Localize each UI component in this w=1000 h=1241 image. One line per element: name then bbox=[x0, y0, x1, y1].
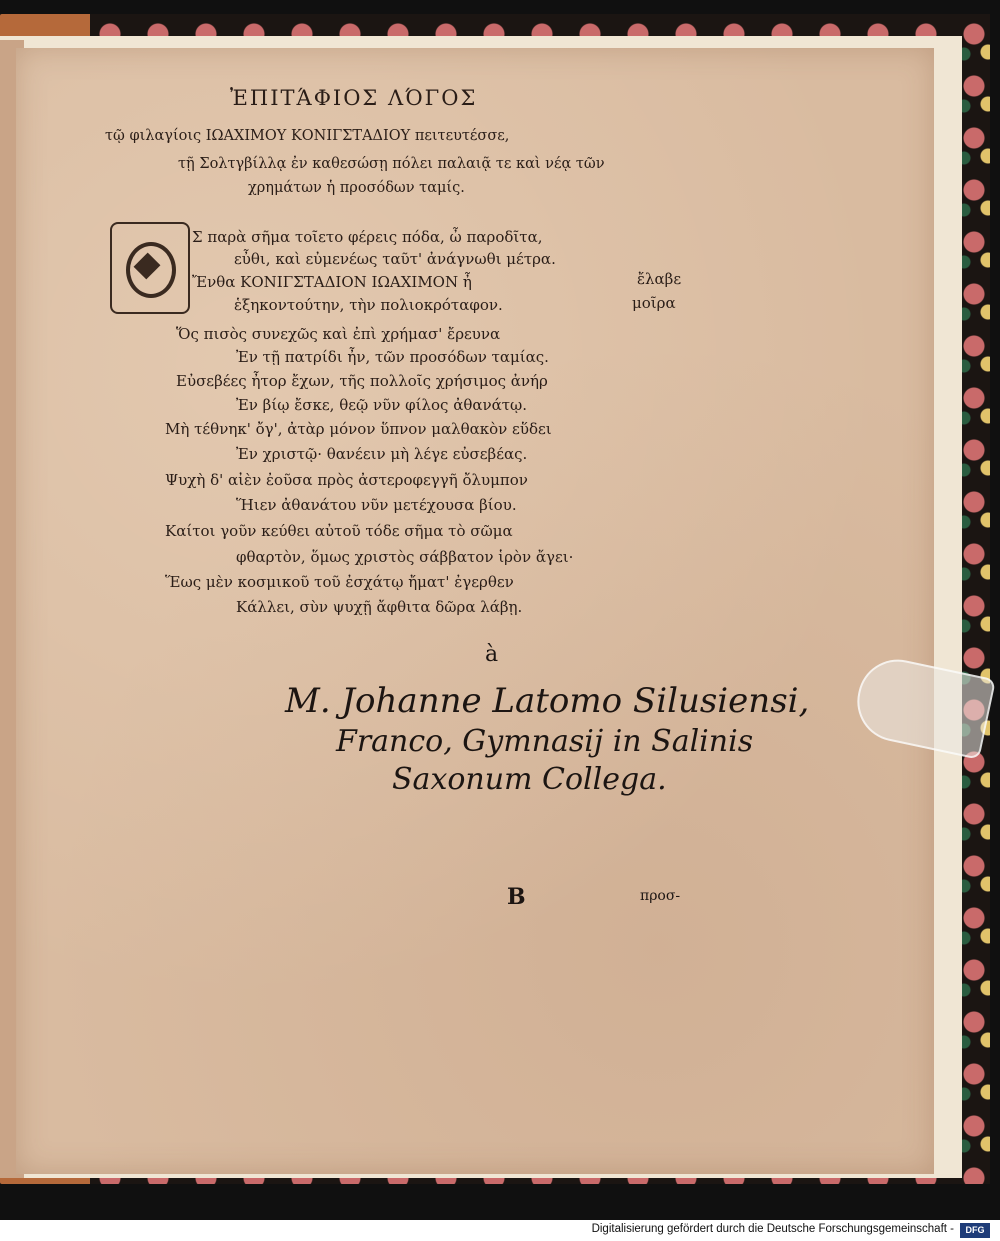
footer-credit: Digitalisierung gefördert durch die Deutsche Forschungsgemeinschaft - bbox=[591, 1223, 954, 1235]
verse-line-3: Ἔνθα ΚΟΝΙΓΣΤΑΔΙΟΝ ΙΩΑΧΙΜΟΝ ἦ bbox=[192, 273, 472, 291]
verse-line-2: εὖθι, καὶ εὐμενέως ταῦτ' ἀνάγνωθι μέτρα. bbox=[234, 250, 556, 268]
catchword: προσ- bbox=[640, 888, 681, 904]
verse-line-9: Μὴ τέθνηκ' ὄγ', ἀτὰρ μόνον ὕπνον μαλθακὸν εὕδει bbox=[165, 420, 552, 438]
verse-line-8: Ἐν βίῳ ἔσκε, θεῷ νῦν φίλος ἀθανάτῳ. bbox=[236, 396, 528, 414]
verse-line-15: Ἕως μὲν κοσμικοῦ τοῦ ἐσχάτῳ ἤματ' ἐγερθεν bbox=[165, 573, 514, 591]
footer-bar bbox=[0, 1220, 1000, 1241]
verse-line-1: Σ παρὰ σῆμα τοῖετο φέρεις πόδα, ὦ παροδῖτα, bbox=[192, 228, 543, 246]
author-line-2: Franco, Gymnasij in Salinis bbox=[336, 724, 754, 759]
verse-line-11: Ψυχὴ δ' αἰὲν ἐοῦσα πρὸς ἀστεροφεγγῆ ὄλυμπον bbox=[165, 471, 528, 489]
verse-line-14: φθαρτὸν, ὅμως χριστὸς σάββατον ἱρὸν ἄγει· bbox=[236, 548, 574, 566]
dfg-logo-icon: DFG bbox=[960, 1223, 990, 1238]
verse-line-4: ἑξηκοντούτην, τὴν πολιοκρόταφον. bbox=[234, 296, 503, 314]
author-line-3: Saxonum Collega. bbox=[392, 762, 667, 797]
subtitle-line-2: τῇ Σολτγβίλλᾳ ἐν καθεσώσῃ πόλει παλαιᾷ τε καὶ νέᾳ τῶν bbox=[178, 156, 605, 172]
author-preposition: à bbox=[485, 642, 499, 667]
verse-line-6: Ἐν τῇ πατρίδι ἦν, τῶν προσόδων ταμίας. bbox=[236, 348, 549, 366]
verse-line-5: Ὅς πισὸς συνεχῶς καὶ ἐπὶ χρήμασ' ἔρευνα bbox=[176, 325, 501, 343]
signature-mark: B bbox=[507, 884, 526, 910]
author-line-1: M. Johanne Latomo Silusiensi, bbox=[285, 681, 810, 721]
side-word-2: μοῖρα bbox=[632, 294, 676, 312]
page-title: ἘΠΙΤΆΦΙΟΣ ΛΌΓΟΣ bbox=[230, 86, 478, 110]
verse-line-16: Κάλλει, σὺν ψυχῇ ἄφθιτα δῶρα λάβῃ. bbox=[236, 598, 523, 616]
verse-line-12: Ἥιεν ἀθανάτου νῦν μετέχουσα βίου. bbox=[236, 496, 517, 514]
side-word-1: ἔλαβε bbox=[637, 270, 682, 288]
subtitle-line-3: χρημάτων ἡ προσόδων ταμίς. bbox=[248, 180, 465, 196]
subtitle-line-1: τῷ φιλαγίοις ΙΩΑΧΙΜΟΥ ΚΟΝΙΓΣΤΑΔΙΟΥ πειτευτέσσε, bbox=[105, 128, 510, 144]
verse-line-10: Ἐν χριστῷ· θανέειν μὴ λέγε εὐσεβέας. bbox=[236, 445, 528, 463]
verse-line-7: Εὐσεβέες ἦτορ ἔχων, τῆς πολλοῖς χρήσιμος ἀνήρ bbox=[176, 372, 548, 390]
ornamental-initial-icon bbox=[110, 222, 190, 314]
verse-line-13: Καίτοι γοῦν κεύθει αὐτοῦ τόδε σῆμα τὸ σῶμα bbox=[165, 522, 513, 540]
